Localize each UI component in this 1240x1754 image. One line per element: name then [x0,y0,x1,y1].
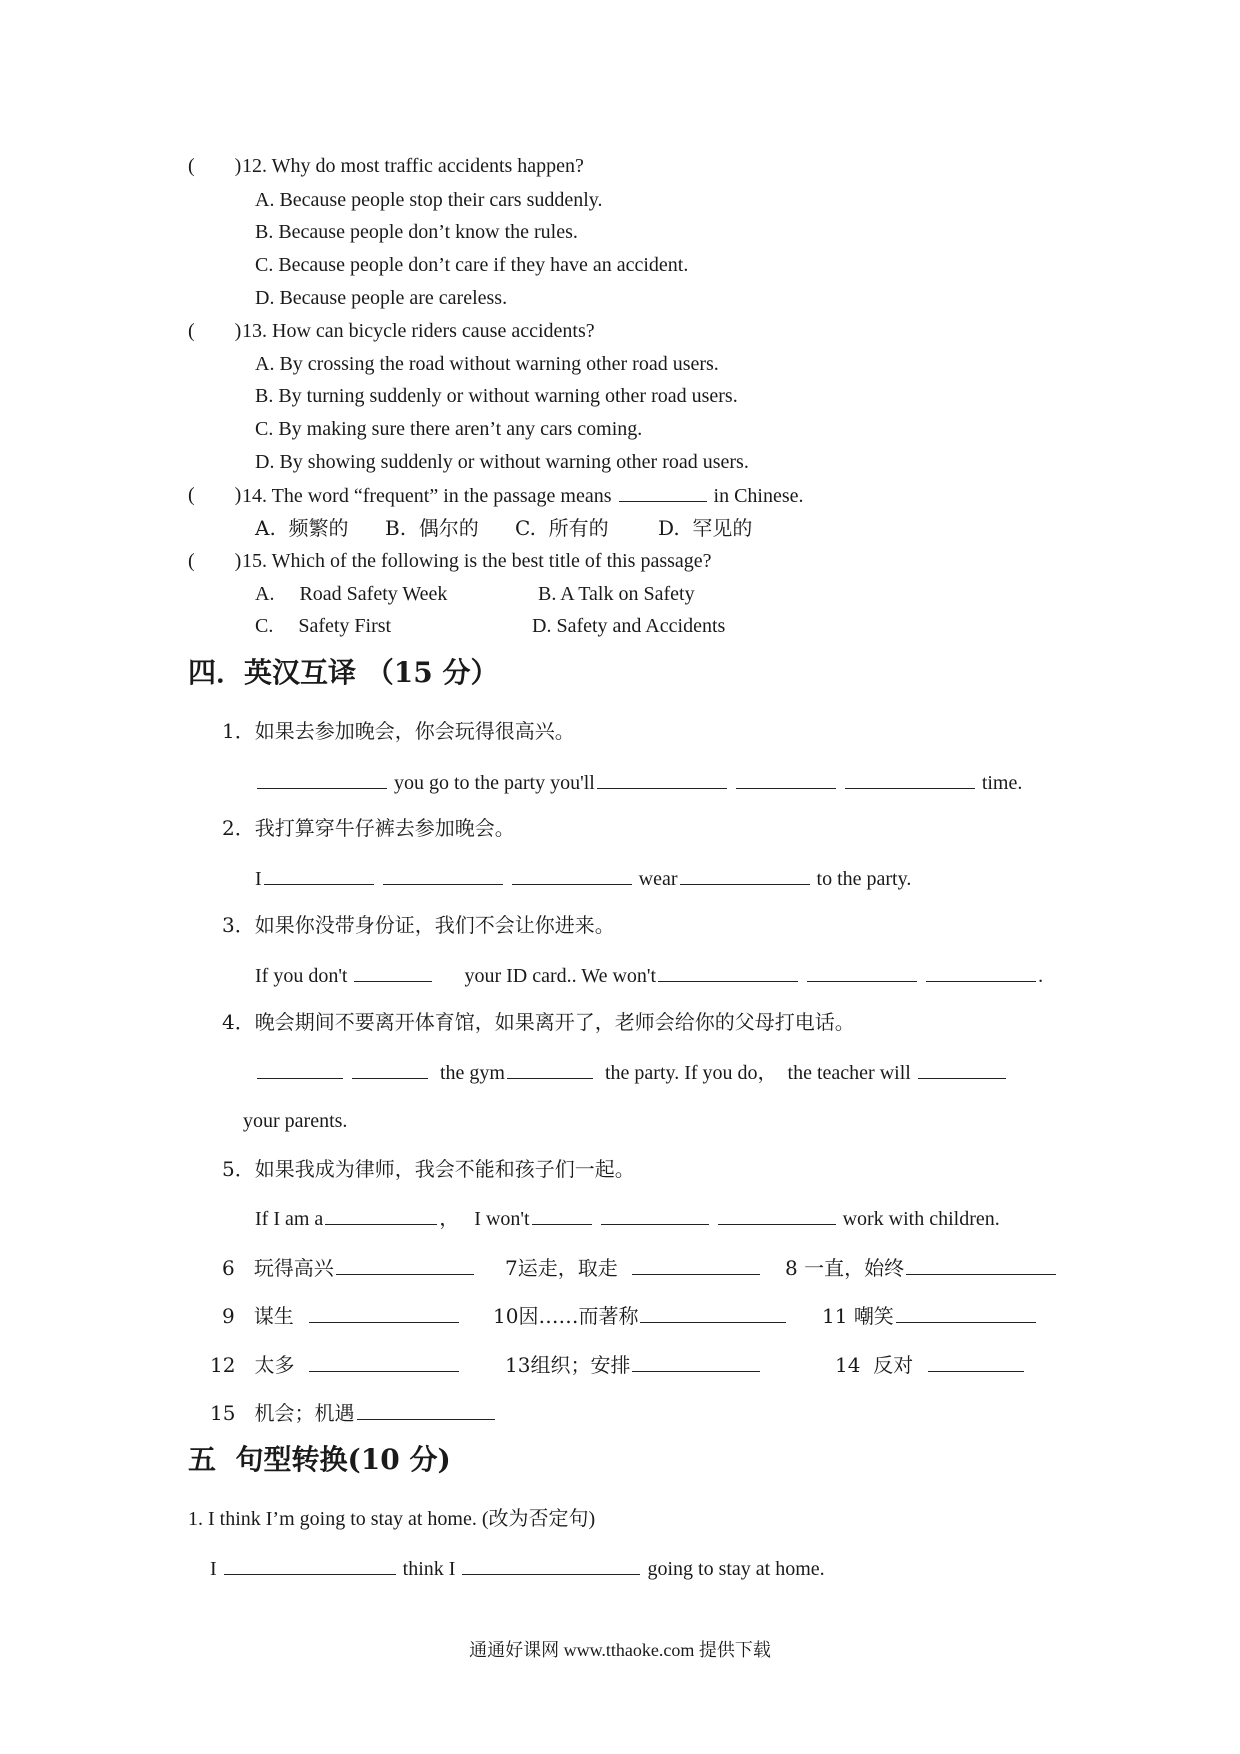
blank [507,1060,593,1079]
blank [462,1556,640,1575]
section-4-title: 四．英汉互译 （15 分） [188,656,499,689]
q15-option-a: A. Road Safety Week [255,583,448,605]
text: . [1038,965,1044,987]
blank [680,866,810,885]
vocab-num: 8 [785,1256,798,1280]
blank [309,1304,459,1323]
blank [325,1206,437,1225]
vocab-item [822,1304,1038,1328]
vocab-item [222,1304,461,1328]
vocab-item [505,1353,762,1377]
vocab-label: 机会；机遇 [254,1401,355,1425]
q15-option-d: D. Safety and Accidents [532,615,726,637]
blank [309,1353,459,1372]
blank [640,1304,786,1323]
vocab-label: 组织；安排 [530,1353,631,1377]
blank [736,770,836,789]
q14-stem-pre: 14. The word “frequent” in the passage means [242,485,612,507]
vocab-num: 10 [493,1304,519,1328]
blank [632,1256,760,1275]
q13-option-c: C. By making sure there aren’t any cars coming. [255,418,643,440]
blank [928,1353,1024,1372]
q14-stem-post: in Chinese. [713,485,804,507]
vocab-label: 因……而著称 [518,1304,639,1328]
translation-item-5-cn: 5．如果我成为律师，我会不能和孩子们一起。 [222,1157,635,1181]
vocab-num: 15 [210,1401,236,1425]
question-14 [242,483,804,508]
vocab-label: 运走，取走 [517,1256,618,1280]
blank [354,963,432,982]
blank [532,1206,592,1225]
blank [352,1060,428,1079]
q15-option-c: C. Safety First [255,615,392,637]
blank [512,866,632,885]
text: you go to the party you'll [394,772,595,794]
vocab-item [493,1304,788,1328]
answer-paren: ( ) [188,155,242,177]
translation-item-1-en [255,770,1022,795]
text: to the party. [816,868,912,890]
blank [896,1304,1036,1323]
text: time. [981,772,1023,794]
blank [632,1353,760,1372]
answer-paren: ( ) [188,550,242,572]
vocab-item [785,1256,1058,1280]
q13-option-b: B. By turning suddenly or without warning other road users. [255,385,738,407]
vocab-item [222,1256,476,1280]
transform-item-1: 1. I think I’m going to stay at home. (改为否定句) [188,1508,596,1530]
vocab-num: 14 [835,1353,861,1377]
vocab-num: 11 [822,1304,848,1328]
q14-option-c: C. 所有的 [515,516,609,540]
transform-item-1-answer [210,1556,825,1581]
blank [357,1401,495,1420]
text: the gym [440,1062,505,1084]
vocab-label: 玩得高兴 [253,1256,334,1280]
vocab-item [835,1353,1026,1377]
vocab-num: 12 [210,1353,236,1377]
q13-option-d: D. By showing suddenly or without warning other road users. [255,451,749,473]
blank [918,1060,1006,1079]
vocab-label: 太多 [254,1353,295,1377]
translation-item-2-cn: 2．我打算穿牛仔裤去参加晚会。 [222,816,515,840]
vocab-num: 7 [505,1256,518,1280]
blank [601,1206,709,1225]
text: think I [402,1558,456,1580]
translation-item-5-en [255,1206,1000,1231]
text: I [255,868,262,890]
translation-item-1-cn: 1．如果去参加晚会，你会玩得很高兴。 [222,719,575,743]
vocab-label: 谋生 [253,1304,294,1328]
blank [845,770,975,789]
q13-option-a: A. By crossing the road without warning other road users. [255,353,719,375]
translation-item-3-cn: 3．如果你没带身份证，我们不会让你进来。 [222,913,615,937]
vocab-label: 一直，始终 [804,1256,905,1280]
footer: 通通好课网 www.tthaoke.com 提供下载 [469,1640,771,1660]
blank [906,1256,1056,1275]
blank [383,866,503,885]
vocab-item [210,1401,497,1425]
text: work with children. [842,1208,1000,1230]
vocab-num: 6 [222,1256,235,1280]
answer-paren: ( ) [188,320,242,342]
q12-option-a: A. Because people stop their cars suddenly. [255,189,603,211]
vocab-label: 嘲笑 [853,1304,894,1328]
q12-option-d: D. Because people are careless. [255,287,508,309]
translation-item-2-en [255,866,911,891]
blank [597,770,727,789]
blank [257,1060,343,1079]
text: If you don't [255,965,348,987]
question-12: 12. Why do most traffic accidents happen? [242,155,584,177]
question-15: 15. Which of the following is the best title of this passage? [242,550,712,572]
text: If I am a [255,1208,324,1230]
text: wear [638,868,678,890]
q12-option-c: C. Because people don’t care if they have an accident. [255,254,689,276]
translation-item-4-en [255,1060,1008,1085]
text: I [210,1558,217,1580]
q12-option-b: B. Because people don’t know the rules. [255,221,578,243]
blank [224,1556,396,1575]
blank [264,866,374,885]
vocab-num: 13 [505,1353,531,1377]
vocab-num: 9 [222,1304,235,1328]
blank [926,963,1036,982]
text: ， I won't [439,1208,530,1230]
blank [619,483,707,502]
text: your ID card.. We won't [464,965,657,987]
q14-option-a: A. 频繁的 [255,516,349,540]
vocab-label: 反对 [873,1353,914,1377]
text: the party. If you do， the teacher will [605,1062,911,1084]
blank [807,963,917,982]
blank [658,963,798,982]
vocab-item [210,1353,461,1377]
blank [336,1256,474,1275]
blank [718,1206,836,1225]
text: going to stay at home. [647,1558,825,1580]
question-13: 13. How can bicycle riders cause accidents? [242,320,595,342]
q14-option-b: B. 偶尔的 [385,516,479,540]
vocab-item [505,1256,762,1280]
blank [257,770,387,789]
translation-item-4-en-cont: your parents. [243,1110,348,1132]
translation-item-3-en [255,963,1043,988]
translation-item-4-cn: 4．晚会期间不要离开体育馆，如果离开了，老师会给你的父母打电话。 [222,1010,855,1034]
section-5-title: 五 句型转换(10 分) [188,1443,451,1476]
q15-option-b: B. A Talk on Safety [538,583,695,605]
q14-option-d: D. 罕见的 [658,516,753,540]
answer-paren: ( ) [188,484,242,506]
